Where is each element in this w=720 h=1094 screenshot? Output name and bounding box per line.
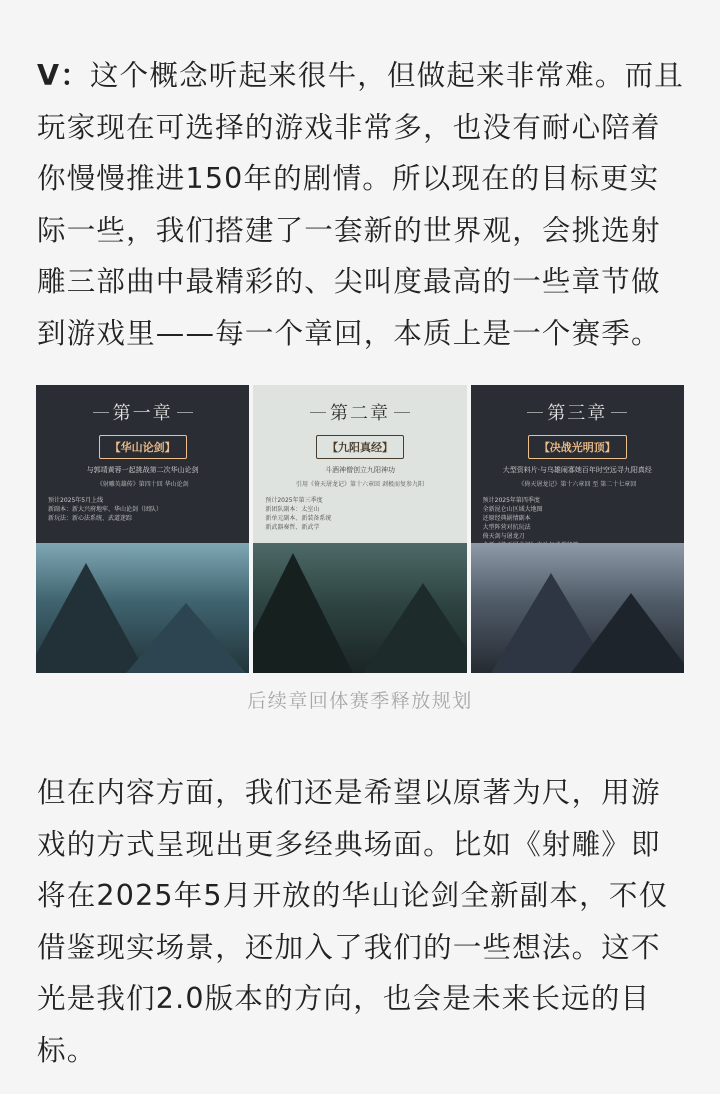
chapter-source: 《倚天屠龙记》第十六章回 至 第二十七章回 — [518, 481, 637, 488]
chapter-desc: 大型资料片·与乌雄闹寡她百年时空远寻九阳真经 — [502, 466, 652, 474]
landscape-illustration — [36, 543, 249, 673]
speaker-label: V： — [37, 59, 90, 92]
feature-item: 新单元副本、新装备系统 — [265, 515, 332, 522]
chapter-desc: 与郭靖黄蓉一起挑战第二次华山论剑 — [86, 466, 199, 474]
chapter-feature-list — [483, 496, 579, 550]
chapter-subtitle: 【华山论剑】 — [99, 435, 187, 459]
feature-item: 新团队副本：太室山 — [265, 506, 320, 513]
feature-item: 新副本：新大兴府地牢、华山论剑（团队） — [48, 506, 163, 513]
feature-item: 新玩法：新心法系统、武道迷踪 — [48, 515, 133, 522]
chapter-panel-1 — [36, 385, 249, 673]
chapter-subtitle: 【九阳真经】 — [316, 435, 404, 459]
chapter-title: 第一章 — [93, 399, 193, 425]
interview-paragraph-2: 但在内容方面，我们还是希望以原著为尺，用游戏的方式呈现出更多经典场面。比如《射雕》即将在2025年5月开放的华山论剑全新副本，不仅借鉴现实场景，还加入了我们的一些想法。这不光是我们2.0版本的方向，也会是未来长远的目标。 — [37, 776, 669, 1067]
chapter-feature-list — [265, 496, 331, 532]
landscape-illustration — [253, 543, 466, 673]
feature-item: 预计2025年第四季度 — [482, 497, 540, 504]
chapter-feature-list — [48, 496, 162, 523]
feature-item: 预计2025年5月上线 — [48, 497, 104, 504]
chapter-source: 《射雕英雄传》第四十回 华山论剑 — [96, 481, 189, 488]
chapter-panel-2 — [253, 385, 466, 673]
feature-item: 倚天剑与屠龙刀 — [482, 533, 525, 540]
feature-item: 大型阵营对抗玩法 — [482, 524, 531, 531]
feature-item: 全新昆仑山区域大地图 — [482, 506, 543, 513]
feature-item: 预计2025年第三季度 — [265, 497, 323, 504]
landscape-illustration — [471, 543, 684, 673]
interview-paragraph-1 — [37, 50, 685, 359]
feature-item: 还原经典剧情副本 — [482, 515, 531, 522]
chapter-title: 第二章 — [310, 399, 410, 425]
chapter-title: 第三章 — [527, 399, 627, 425]
feature-item: 新武器奏哲、新武学 — [265, 524, 320, 531]
chapter-panel-3 — [471, 385, 684, 673]
chapter-desc: 斗酒神僧创立九阳神功 — [324, 466, 395, 474]
paragraph-text: 这个概念听起来很牛，但做起来非常难。而且玩家现在可选择的游戏非常多，也没有耐心陪着你慢慢推进150年的剧情。所以现在的目标更实际一些，我们搭建了一套新的世界观，会挑选射雕三部曲中最精彩的、尖叫度最高的一些章节做到游戏里——每一个章回，本质上是一个赛季。 — [37, 59, 684, 350]
chapter-subtitle: 【决战光明顶】 — [528, 435, 627, 459]
image-caption: 后续章回体赛季释放规划 — [247, 690, 473, 712]
season-roadmap-image — [36, 385, 684, 673]
chapter-source: 引用《倚天屠龙记》第十六章回 剥极而复参九阳 — [296, 481, 424, 488]
